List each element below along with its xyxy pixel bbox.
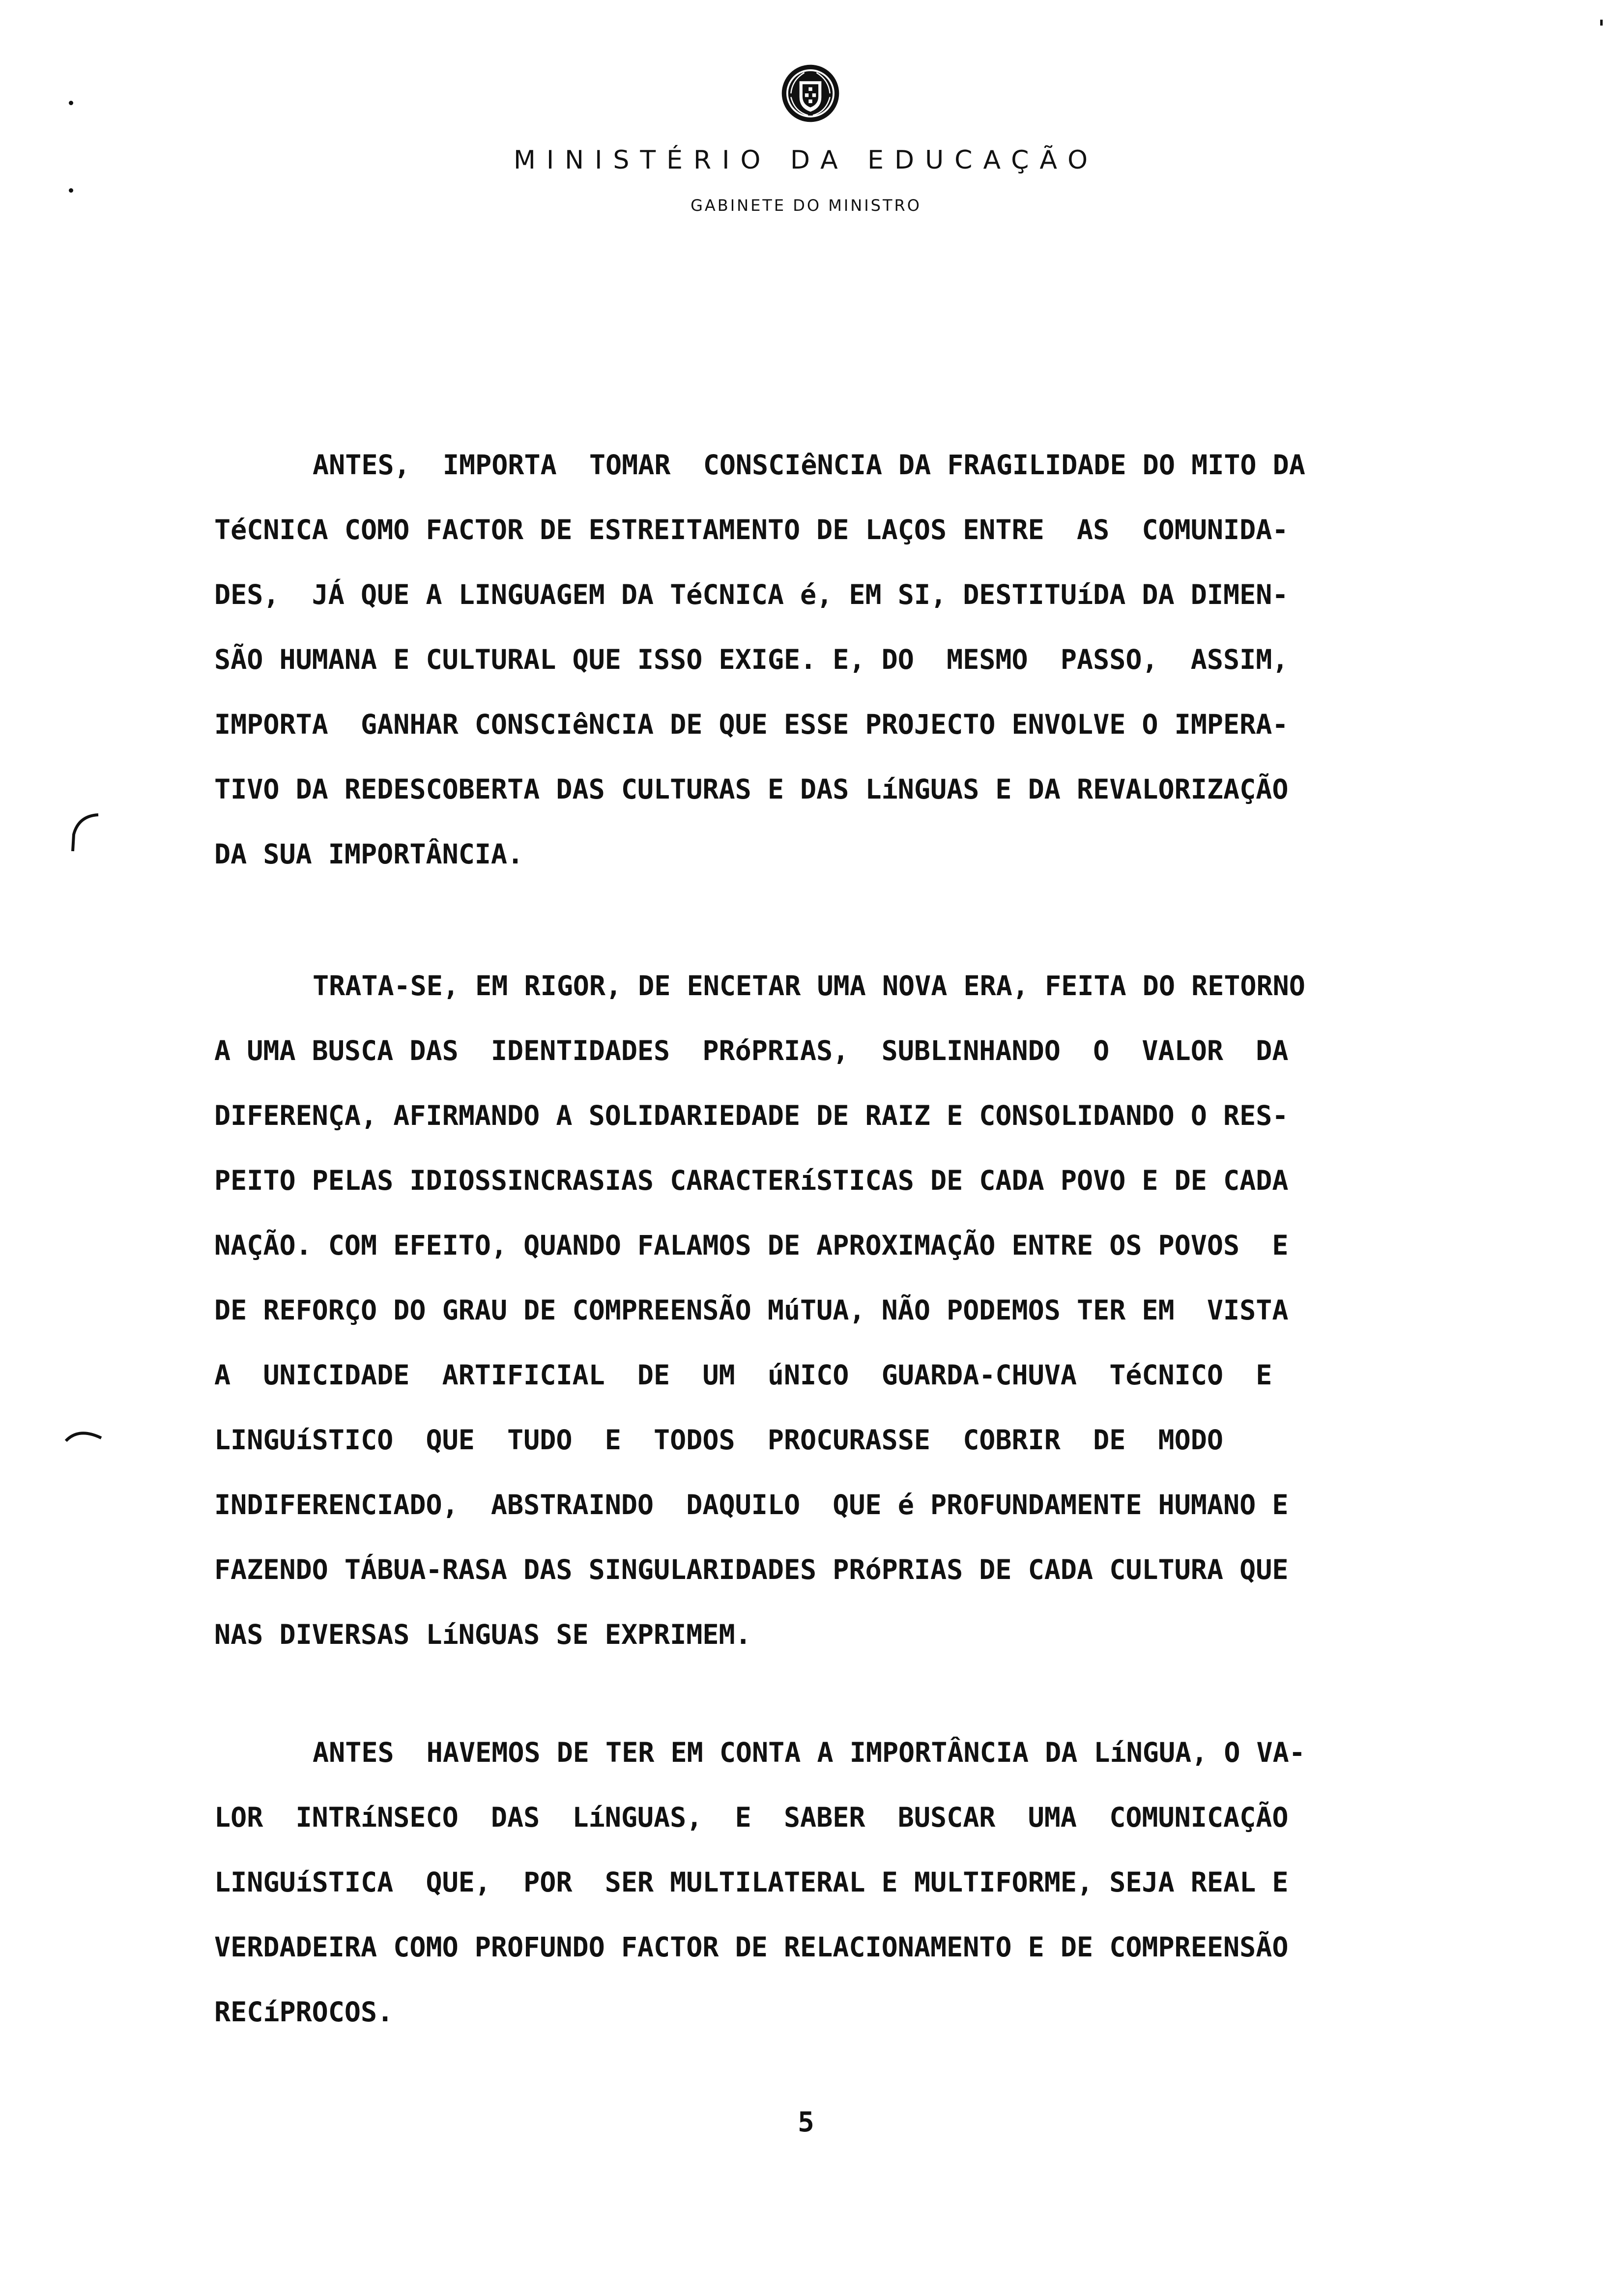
coat-of-arms-icon bbox=[780, 63, 841, 124]
text-line: NAS DIVERSAS LíNGUAS SE EXPRIMEM. bbox=[214, 1619, 751, 1650]
text-line: SÃO HUMANA E CULTURAL QUE ISSO EXIGE. E, DO MESMO PASSO, ASSIM, bbox=[214, 644, 1289, 675]
page-number: 5 bbox=[798, 2106, 814, 2138]
cabinet-subtitle: GABINETE DO MINISTRO bbox=[691, 196, 921, 215]
scan-mark bbox=[69, 101, 73, 105]
text-line: VERDADEIRA COMO PROFUNDO FACTOR DE RELACIONAMENTO E DE COMPREENSÃO bbox=[214, 1931, 1289, 1963]
text-line: TRATA-SE, EM RIGOR, DE ENCETAR UMA NOVA ERA, FEITA DO RETORNO bbox=[313, 970, 1305, 1002]
text-line: NAÇÃO. COM EFEITO, QUANDO FALAMOS DE APROXIMAÇÃO ENTRE OS POVOS E bbox=[214, 1230, 1289, 1261]
text-line: TIVO DA REDESCOBERTA DAS CULTURAS E DAS LíNGUAS E DA REVALORIZAÇÃO bbox=[214, 774, 1289, 805]
margin-bracket-mark bbox=[68, 811, 102, 855]
text-line: LOR INTRíNSECO DAS LíNGUAS, E SABER BUSCAR UMA COMUNICAÇÃO bbox=[214, 1802, 1289, 1833]
text-line: RECíPROCOS. bbox=[214, 1996, 394, 2028]
text-line: TéCNICA COMO FACTOR DE ESTREITAMENTO DE LAÇOS ENTRE AS COMUNIDA- bbox=[214, 514, 1289, 545]
text-line: DE REFORÇO DO GRAU DE COMPREENSÃO MúTUA, NÃO PODEMOS TER EM VISTA bbox=[214, 1294, 1289, 1326]
margin-bracket-mark bbox=[64, 1425, 103, 1445]
text-line: DES, JÁ QUE A LINGUAGEM DA TéCNICA é, EM SI, DESTITUíDA DA DIMEN- bbox=[214, 579, 1289, 610]
paragraph-3 bbox=[214, 1720, 1492, 2044]
text-line: FAZENDO TÁBUA-RASA DAS SINGULARIDADES PRóPRIAS DE CADA CULTURA QUE bbox=[214, 1554, 1289, 1585]
scan-mark bbox=[69, 188, 73, 193]
text-line: IMPORTA GANHAR CONSCIêNCIA DE QUE ESSE PROJECTO ENVOLVE O IMPERA- bbox=[214, 709, 1289, 740]
text-line: ANTES HAVEMOS DE TER EM CONTA A IMPORTÂNCIA DA LíNGUA, O VA- bbox=[313, 1737, 1305, 1768]
scan-mark bbox=[1600, 20, 1603, 26]
text-line: DA SUA IMPORTÂNCIA. bbox=[214, 838, 524, 870]
text-line: INDIFERENCIADO, ABSTRAINDO DAQUILO QUE é PROFUNDAMENTE HUMANO E bbox=[214, 1489, 1289, 1521]
ministry-title: MINISTÉRIO DA EDUCAÇÃO bbox=[513, 145, 1099, 175]
text-line: LINGUíSTICA QUE, POR SER MULTILATERAL E MULTIFORME, SEJA REAL E bbox=[214, 1866, 1289, 1898]
paragraph-2 bbox=[214, 953, 1492, 1667]
text-line: A UNICIDADE ARTIFICIAL DE UM úNICO GUARDA-CHUVA TéCNICO E bbox=[214, 1359, 1272, 1391]
text-line: PEITO PELAS IDIOSSINCRASIAS CARACTERíSTICAS DE CADA POVO E DE CADA bbox=[214, 1165, 1289, 1196]
text-line: A UMA BUSCA DAS IDENTIDADES PRóPRIAS, SUBLINHANDO O VALOR DA bbox=[214, 1035, 1289, 1066]
text-line: ANTES, IMPORTA TOMAR CONSCIêNCIA DA FRAGILIDADE DO MITO DA bbox=[313, 449, 1305, 481]
paragraph-1 bbox=[214, 432, 1492, 887]
text-line: LINGUíSTICO QUE TUDO E TODOS PROCURASSE COBRIR DE MODO bbox=[214, 1424, 1223, 1456]
text-line: DIFERENÇA, AFIRMANDO A SOLIDARIEDADE DE RAIZ E CONSOLIDANDO O RES- bbox=[214, 1100, 1289, 1131]
